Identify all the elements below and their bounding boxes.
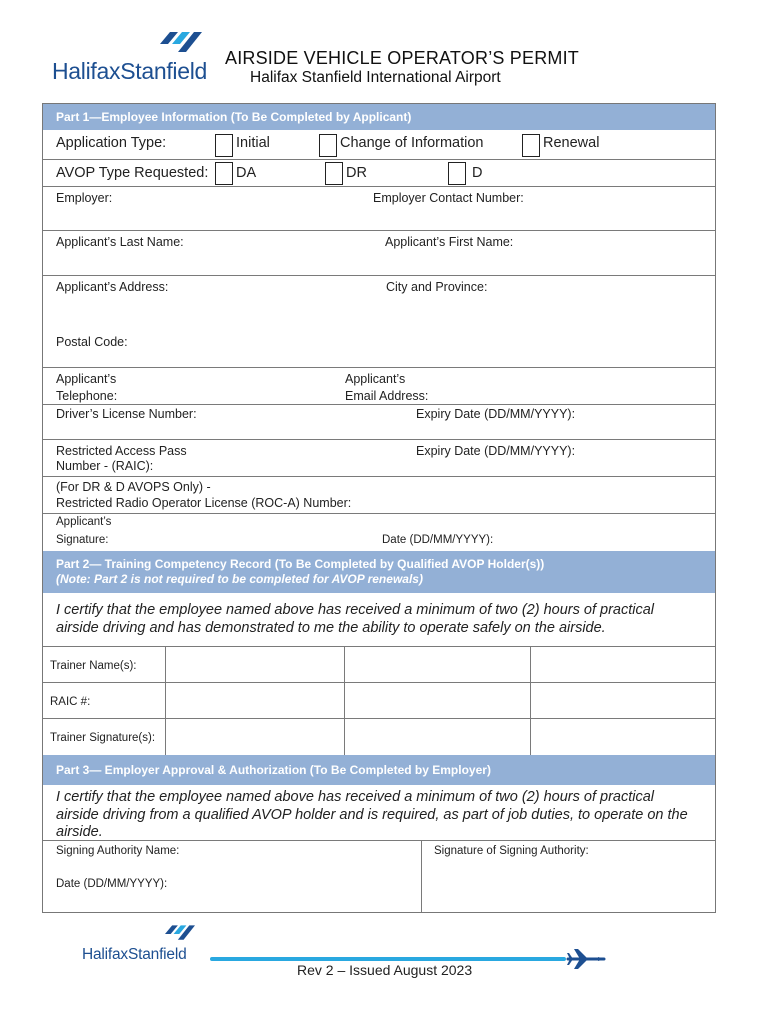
part2-heading bbox=[43, 551, 715, 593]
part2-certification: I certify that the employee named above has received a minimum of two (2) hours of practical airside driving and has demonstrated to me the ability to operate safely on the airside. bbox=[56, 602, 655, 636]
checkbox-initial[interactable] bbox=[215, 134, 233, 157]
part2-title: Part 2— Training Competency Record (To Be Completed by Qualified AVOP Holder(s)) bbox=[56, 557, 545, 571]
grid-divider bbox=[165, 646, 166, 756]
option-renewal-label: Renewal bbox=[543, 135, 600, 151]
part3-certification: I certify that the employee named above has received a minimum of two (2) hours of practical airside driving from a qualified AVOP holder and is required, as part of job duties, to operate on the airside. bbox=[56, 789, 688, 840]
part1-heading: Part 1—Employee Information (To Be Completed by Applicant) bbox=[43, 104, 715, 130]
option-initial-label: Initial bbox=[236, 135, 270, 151]
divider bbox=[43, 718, 715, 719]
logo-text: HalifaxStanfield bbox=[52, 58, 208, 84]
option-dr-label: DR bbox=[346, 165, 367, 181]
signature-label-line2: Signature: bbox=[56, 534, 109, 546]
footer-logo bbox=[82, 924, 202, 968]
divider bbox=[43, 404, 715, 405]
divider bbox=[43, 513, 715, 514]
logo-mark-icon bbox=[162, 924, 198, 944]
employer-label: Employer: bbox=[56, 191, 113, 205]
page-title: AIRSIDE VEHICLE OPERATOR’S PERMIT bbox=[225, 48, 580, 68]
drivers-license-label: Driver’s License Number: bbox=[56, 407, 197, 421]
raic-label-line2: Number - (RAIC): bbox=[56, 459, 154, 473]
avop-type-label: AVOP Type Requested: bbox=[56, 165, 209, 181]
first-name-label: Applicant’s First Name: bbox=[385, 235, 514, 249]
airplane-icon bbox=[566, 947, 606, 971]
checkbox-d[interactable] bbox=[448, 162, 466, 185]
divider bbox=[43, 646, 715, 647]
trainer-signature-label: Trainer Signature(s): bbox=[50, 732, 156, 744]
checkbox-dr[interactable] bbox=[325, 162, 343, 185]
divider bbox=[43, 186, 715, 187]
page-subtitle: Halifax Stanfield International Airport bbox=[250, 69, 501, 86]
footer-line bbox=[210, 957, 566, 961]
grid-divider bbox=[530, 646, 531, 756]
divider bbox=[43, 476, 715, 477]
divider bbox=[43, 682, 715, 683]
revision-text: Rev 2 – Issued August 2023 bbox=[297, 962, 473, 978]
telephone-label-line1: Applicant’s bbox=[56, 372, 117, 386]
divider bbox=[43, 275, 715, 276]
trainer-raic-label: RAIC #: bbox=[50, 696, 91, 708]
grid-divider bbox=[421, 840, 422, 912]
checkbox-da[interactable] bbox=[215, 162, 233, 185]
divider bbox=[43, 159, 715, 160]
part2-note: (Note: Part 2 is not required to be completed for AVOP renewals) bbox=[56, 572, 423, 586]
raic-label-line1: Restricted Access Pass bbox=[56, 444, 187, 458]
part3-heading: Part 3— Employer Approval & Authorization (To Be Completed by Employer) bbox=[43, 755, 715, 785]
signing-authority-signature-label: Signature of Signing Authority: bbox=[434, 845, 589, 857]
email-label-line1: Applicant’s bbox=[345, 372, 406, 386]
avop-form bbox=[42, 103, 716, 913]
divider bbox=[43, 840, 715, 841]
raic-expiry-label: Expiry Date (DD/MM/YYYY): bbox=[416, 444, 576, 458]
employer-contact-label: Employer Contact Number: bbox=[373, 191, 524, 205]
signing-authority-name-label: Signing Authority Name: bbox=[56, 845, 180, 857]
signature-date-label: Date (DD/MM/YYYY): bbox=[382, 534, 494, 546]
license-expiry-label: Expiry Date (DD/MM/YYYY): bbox=[416, 407, 576, 421]
checkbox-change-of-information[interactable] bbox=[319, 134, 337, 157]
divider bbox=[43, 230, 715, 231]
part3-date-label: Date (DD/MM/YYYY): bbox=[56, 878, 168, 890]
trainer-name-label: Trainer Name(s): bbox=[50, 660, 137, 672]
postal-code-label: Postal Code: bbox=[56, 335, 128, 349]
roc-label-line1: (For DR & D AVOPS Only) - bbox=[56, 480, 211, 494]
address-label: Applicant’s Address: bbox=[56, 280, 169, 294]
roc-label-line2: Restricted Radio Operator License (ROC-A) Number: bbox=[56, 496, 352, 510]
grid-divider bbox=[344, 646, 345, 756]
last-name-label: Applicant’s Last Name: bbox=[56, 235, 184, 249]
signature-label-line1: Applicant’s bbox=[56, 516, 112, 528]
header-logo bbox=[52, 30, 212, 86]
checkbox-renewal[interactable] bbox=[522, 134, 540, 157]
city-province-label: City and Province: bbox=[386, 280, 488, 294]
application-type-label: Application Type: bbox=[56, 135, 167, 151]
email-label-line2: Email Address: bbox=[345, 389, 429, 403]
option-d-label: D bbox=[472, 165, 483, 181]
option-change-label: Change of Information bbox=[340, 135, 484, 151]
option-da-label: DA bbox=[236, 165, 257, 181]
divider bbox=[43, 367, 715, 368]
telephone-label-line2: Telephone: bbox=[56, 389, 118, 403]
divider bbox=[43, 439, 715, 440]
logo-mark-icon bbox=[156, 30, 206, 58]
footer-logo-text: HalifaxStanfield bbox=[82, 946, 187, 963]
